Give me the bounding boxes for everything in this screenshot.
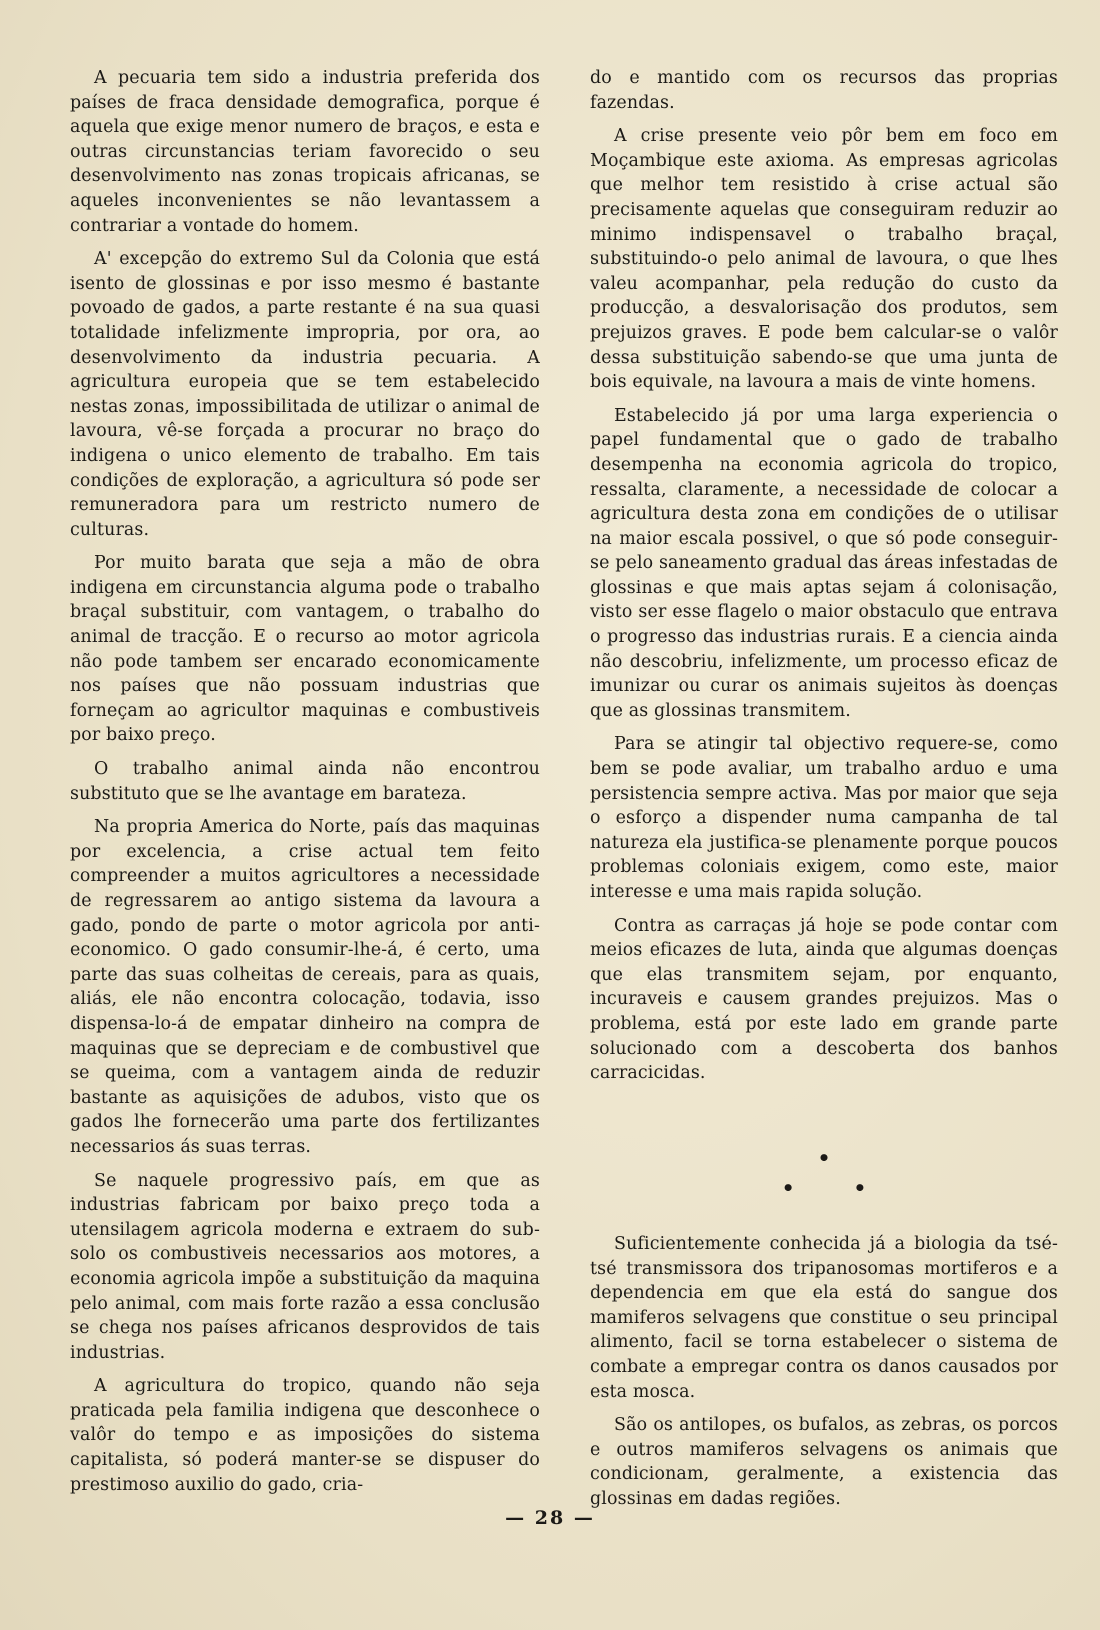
right-column	[590, 66, 1058, 1095]
separator-dot-row	[590, 1176, 1058, 1200]
paragraph: A agricultura do tropico, quando não seja praticada pela familia indigena que desconhece o valôr do tempo e as imposições do sistema capitalista, só poderá manter-se se dispuser do prestimoso auxilio do gado, cria-	[70, 1376, 540, 1495]
separator-dot: •	[781, 1176, 795, 1200]
paragraph: Estabelecido já por uma larga experiencia o papel fundamental que o gado de trabalho desempenha na economia agricola do tropico, ressalta, claramente, a necessidade de colocar a agricultura desta zona em condições de o utilisar na maior escala possivel, o que só pode conseguir-se pelo saneamento gradual das áreas infestadas de glossinas e que mais aptas sejam á colonisação, visto ser esse flagelo o maior obstaculo que entrava o progresso das industrias rurais. E a ciencia ainda não descobriu, infelizmente, um processo eficaz de imunizar ou curar os animais sujeitos às doenças que as glossinas transmitem.	[590, 405, 1058, 721]
section-separator	[590, 1146, 1058, 1200]
paragraph: A pecuaria tem sido a industria preferida dos países de fraca densidade demografica, porque é aquela que exige menor numero de braços, e esta e outras circunstancias teriam favorecido o seu desenvolvimento nas zonas tropicais africanas, se aqueles inconvenientes se não levantassem a contrariar a vontade do homem.	[70, 68, 540, 236]
page-number: — 28 —	[505, 1507, 595, 1529]
separator-dot: •	[817, 1146, 831, 1170]
paragraph: Na propria America do Norte, país das maquinas por excelencia, a crise actual tem feito compreender a muitos agricultores a necessidade de regressarem ao antigo sistema da lavoura a gado, pondo de parte o motor agricola por anti-economico. O gado consumir-lhe-á, é certo, uma parte das suas colheitas de cereais, para as quais, aliás, ele não encontra colocação, todavia, isso dispensa-lo-á de empatar dinheiro na compra de maquinas que se depreciam e de combustivel que se queima, com a vantagem ainda de reduzir bastante as aquisições de adubos, visto que os gados lhe fornecerão uma parte dos fertilizantes necessarios ás suas terras.	[70, 817, 540, 1157]
paragraph: Contra as carraças já hoje se pode contar com meios eficazes de luta, ainda que algumas doenças que elas transmitem sejam, por enquanto, incuraveis e causem grandes prejuizos. Mas o problema, está por este lado em grande parte solucionado com a descoberta dos banhos carracicidas.	[590, 915, 1058, 1084]
paragraph: A crise presente veio pôr bem em foco em Moçambique este axioma. As empresas agricolas que melhor tem resistido à crise actual são precisamente aquelas que conseguiram reduzir ao minimo indispensavel o trabalho braçal, substituindo-o pelo animal de lavoura, o que lhes valeu acompanhar, pela redução do custo da producção, a desvalorisação dos produtos, sem prejuizos graves. E pode bem calcular-se o valôr dessa substituição sabendo-se que uma junta de bois equivale, na lavoura a mais de vinte homens.	[590, 126, 1058, 393]
separator-dot: •	[853, 1176, 867, 1200]
paragraph: Por muito barata que seja a mão de obra indigena em circunstancia alguma pode o trabalho braçal substituir, com vantagem, o trabalho do animal de tracção. E o recurso ao motor agricola não pode tambem ser encarado economicamente nos países que não possuam industrias que forneçam ao agricultor maquinas e combustiveis por baixo preço.	[70, 553, 540, 746]
paragraph-continuation: do e mantido com os recursos das proprias fazendas.	[590, 68, 1058, 113]
paragraph: São os antilopes, os bufalos, as zebras, os porcos e outros mamiferos selvagens os animais que condicionam, geralmente, a existencia das glossinas em dadas regiões.	[590, 1415, 1058, 1509]
left-column	[70, 66, 540, 1506]
paragraph: Para se atingir tal objectivo requere-se, como bem se pode avaliar, um trabalho arduo e uma persistencia sempre activa. Mas por maior que seja o esforço a dispender numa campanha de tal natureza ela justifica-se plenamente porque poucos problemas coloniais exigem, como este, maior interesse e uma mais rapida solução.	[590, 734, 1058, 902]
paragraph: Se naquele progressivo país, em que as industrias fabricam por baixo preço toda a utensilagem agricola moderna e extraem do sub-solo os combustiveis necessarios aos motores, a economia agricola impõe a substituição da maquina pelo animal, com mais forte razão a essa conclusão se chega nos países africanos desprovidos de tais industrias.	[70, 1170, 540, 1363]
paragraph: Suficientemente conhecida já a biologia da tsé-tsé transmissora dos tripanosomas mortiferos e a dependencia em que ela está do sangue dos mamiferos selvagens que constitue o seu principal alimento, facil se torna estabelecer o sistema de combate a empregar contra os danos causados por esta mosca.	[590, 1234, 1058, 1402]
right-column-section-2	[590, 1232, 1058, 1521]
paragraph: O trabalho animal ainda não encontrou substituto que se lhe avantage em barateza.	[70, 759, 540, 804]
paragraph: A' excepção do extremo Sul da Colonia que está isento de glossinas e por isso mesmo é bastante povoado de gados, a parte restante é na sua quasi totalidade infelizmente impropria, por ora, ao desenvolvimento da industria pecuaria. A agricultura europeia que se tem estabelecido nestas zonas, impossibilitada de utilizar o animal de lavoura, vê-se forçada a procurar no braço do indigena o unico elemento de trabalho. Em tais condições de exploração, a agricultura só pode ser remuneradora para um restricto numero de culturas.	[70, 249, 540, 540]
